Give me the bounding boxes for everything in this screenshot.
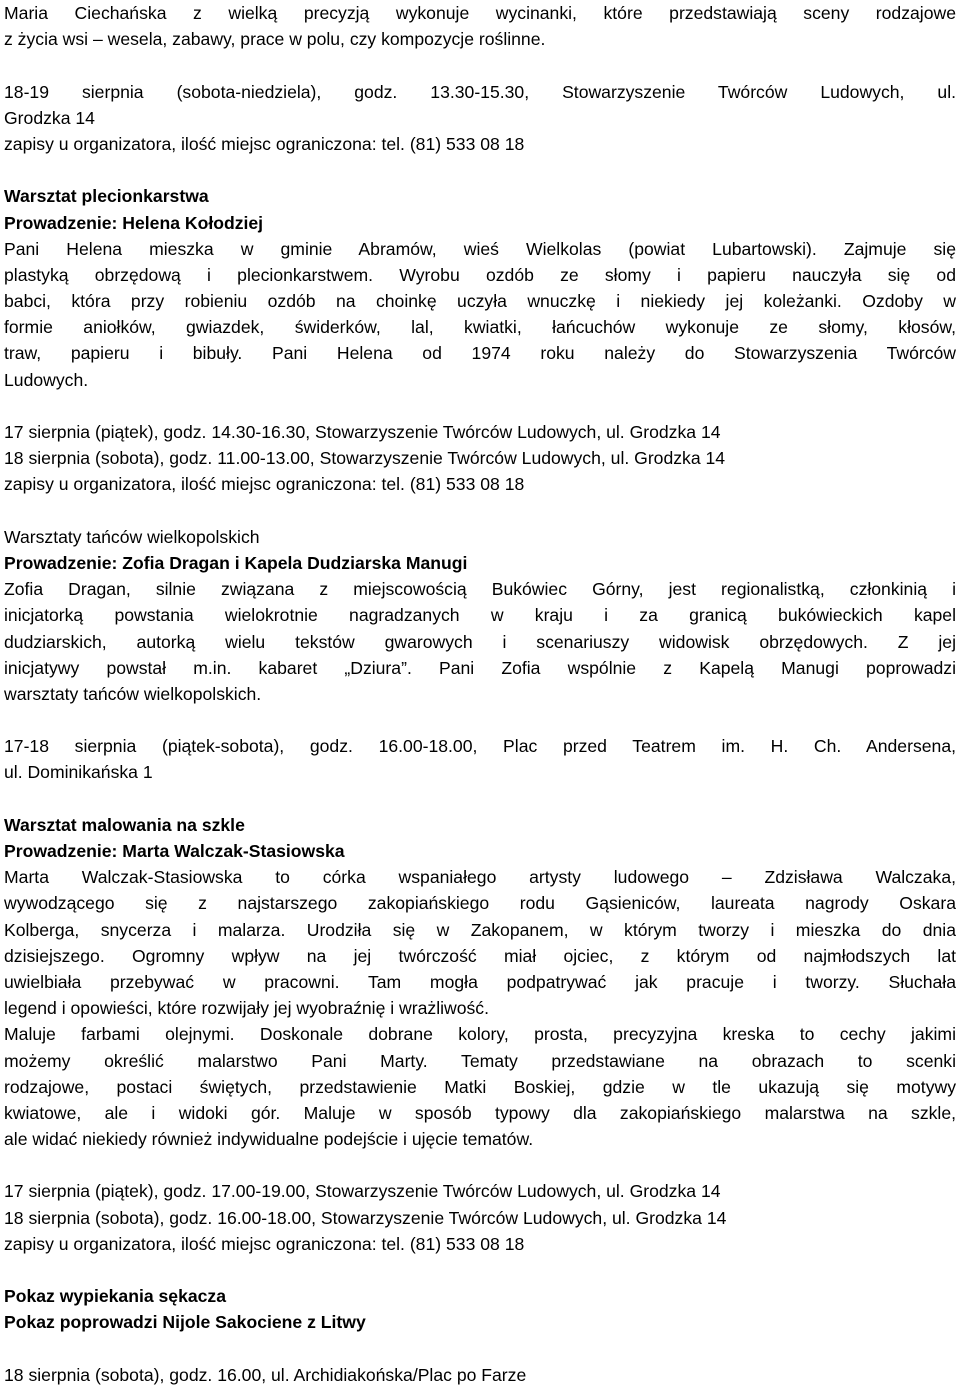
body-line: wywodzącego się z najstarszego zakopiańskiego rodu Gąsieniców, laureata nagrody Oskara — [4, 893, 956, 914]
body-line: rodzajowe, postaci świętych, przedstawienie Matki Boskiej, gdzie w tle ukazują się motywy — [4, 1076, 956, 1097]
spacer — [4, 52, 956, 78]
schedule-line: zapisy u organizatora, ilość miejsc ograniczona: tel. (81) 533 08 18 — [4, 1233, 525, 1254]
body-line: ale widać niekiedy również indywidualne podejście i ujęcie tematów. — [4, 1129, 534, 1150]
body-line: inicjatywy powstał m.in. kabaret „Dziura”. Pani Zofia wspólnie z Kapelą Manugi poprowadzi — [4, 657, 956, 678]
section-leader: Prowadzenie: Helena Kołodziej — [4, 212, 264, 233]
section-title: Warsztat malowania na szkle — [4, 814, 245, 835]
schedule-line: Grodzka 14 — [4, 107, 95, 128]
spacer — [4, 1152, 956, 1178]
section-title: Warsztaty tańców wielkopolskich — [4, 526, 260, 547]
schedule-line: 18-19 sierpnia (sobota-niedziela), godz. 13.30-15.30, Stowarzyszenie Twórców Ludowych, ul. — [4, 81, 956, 102]
spacer — [4, 498, 956, 524]
section-malowanie-na-szkle — [4, 812, 956, 1257]
schedule-line: 18 sierpnia (sobota), godz. 11.00-13.00, Stowarzyszenie Twórców Ludowych, ul. Grodzka 14 — [4, 448, 726, 469]
intro-line: z życia wsi – wesela, zabawy, prace w polu, czy kompozycje roślinne. — [4, 29, 546, 50]
spacer — [4, 1257, 956, 1283]
body-line: plastyką obrzędową i plecionkarstwem. Wyrobu ozdób ze słomy i papieru nauczyła się od — [4, 264, 956, 285]
body-line: Ludowych. — [4, 369, 89, 390]
body-line: uwielbiała przebywać w pracowni. Tam mogła podpatrywać jak pracuje i tworzy. Słuchała — [4, 971, 956, 992]
body-line: możemy określić malarstwo Pani Marty. Tematy przedstawiane na obrazach to scenki — [4, 1050, 956, 1071]
body-line: traw, papieru i bibuły. Pani Helena od 1974 roku należy do Stowarzyszenia Twórców — [4, 343, 956, 364]
body-line: Marta Walczak-Stasiowska to córka wspaniałego artysty ludowego – Zdzisława Walczaka, — [4, 867, 956, 888]
section-leader: Prowadzenie: Zofia Dragan i Kapela Dudziarska Manugi — [4, 552, 468, 573]
body-line: kwiatowe, ale i widoki gór. Maluje w sposób typowy dla zakopiańskiego malarstwa na szkle, — [4, 1102, 956, 1123]
body-line: Pani Helena mieszka w gminie Abramów, wieś Wielkolas (powiat Lubartowski). Zajmuje się — [4, 238, 956, 259]
body-line: Zofia Dragan, silnie związana z miejscowością Bukówiec Górny, jest regionalistką, członkinią i — [4, 579, 956, 600]
spacer — [4, 786, 956, 812]
body-line: babci, która przy robieniu ozdób na choinkę uczyła wnuczkę i niekiedy jej koleżanki. Ozdoby w — [4, 291, 956, 312]
body-line: dudziarskich, autorką wielu tekstów gwarowych i scenariuszy widowisk obrzędowych. Z jej — [4, 631, 956, 652]
schedule-line: 18 sierpnia (sobota), godz. 16.00, ul. Archidiakońska/Plac po Farze — [4, 1364, 527, 1385]
schedule-line: ul. Dominikańska 1 — [4, 762, 153, 783]
spacer — [4, 157, 956, 183]
spacer — [4, 393, 956, 419]
body-line: legend i opowieści, które rozwijały jej wyobraźnię i wrażliwość. — [4, 998, 489, 1019]
section-pokaz-sekacza — [4, 1283, 956, 1388]
schedule-line: 17-18 sierpnia (piątek-sobota), godz. 16.00-18.00, Plac przed Teatrem im. H. Ch. Andersena, — [4, 736, 956, 757]
schedule-line: zapisy u organizatora, ilość miejsc ograniczona: tel. (81) 533 08 18 — [4, 474, 525, 495]
section-leader: Prowadzenie: Marta Walczak-Stasiowska — [4, 841, 345, 861]
body-line: inicjatorką powstania wielokrotnie nagradzanych w kraju i za granicą bukówieckich kapel — [4, 605, 956, 626]
section-leader: Pokaz poprowadzi Nijole Sakociene z Litwy — [4, 1312, 366, 1333]
section-title: Warsztat plecionkarstwa — [4, 186, 209, 207]
schedule-line: 17 sierpnia (piątek), godz. 17.00-19.00, Stowarzyszenie Twórców Ludowych, ul. Grodzka 14 — [4, 1181, 721, 1202]
body-line: Maluje farbami olejnymi. Doskonale dobrane kolory, prosta, precyzyjna kreska to cechy jakimi — [4, 1024, 956, 1045]
section-plecionkarstwo — [4, 183, 956, 497]
body-line: warsztaty tańców wielkopolskich. — [4, 683, 262, 704]
spacer — [4, 1336, 956, 1362]
spacer — [4, 707, 956, 733]
schedule-line: 18 sierpnia (sobota), godz. 16.00-18.00, Stowarzyszenie Twórców Ludowych, ul. Grodzka 14 — [4, 1207, 727, 1228]
schedule-line: 17 sierpnia (piątek), godz. 14.30-16.30, Stowarzyszenie Twórców Ludowych, ul. Grodzka 14 — [4, 422, 721, 442]
intro-line: Maria Ciechańska z wielką precyzją wykonuje wycinanki, które przedstawiają sceny rodzajowe — [4, 3, 956, 23]
body-line: Kolberga, snycerza i malarza. Urodziła się w Zakopanem, w którym tworzy i mieszka do dnia — [4, 919, 956, 940]
section-tance-wielkopolskie — [4, 524, 956, 786]
section-title: Pokaz wypiekania sękacza — [4, 1286, 227, 1307]
body-line: dzisiejszego. Ogromny wpływ na jej twórczość miał ojciec, z którym od najmłodszych lat — [4, 945, 956, 966]
schedule-line: zapisy u organizatora, ilość miejsc ograniczona: tel. (81) 533 08 18 — [4, 133, 525, 154]
body-line: formie aniołków, gwiazdek, świderków, lal, kwiatki, łańcuchów wykonuje ze słomy, kłosów, — [4, 317, 956, 338]
